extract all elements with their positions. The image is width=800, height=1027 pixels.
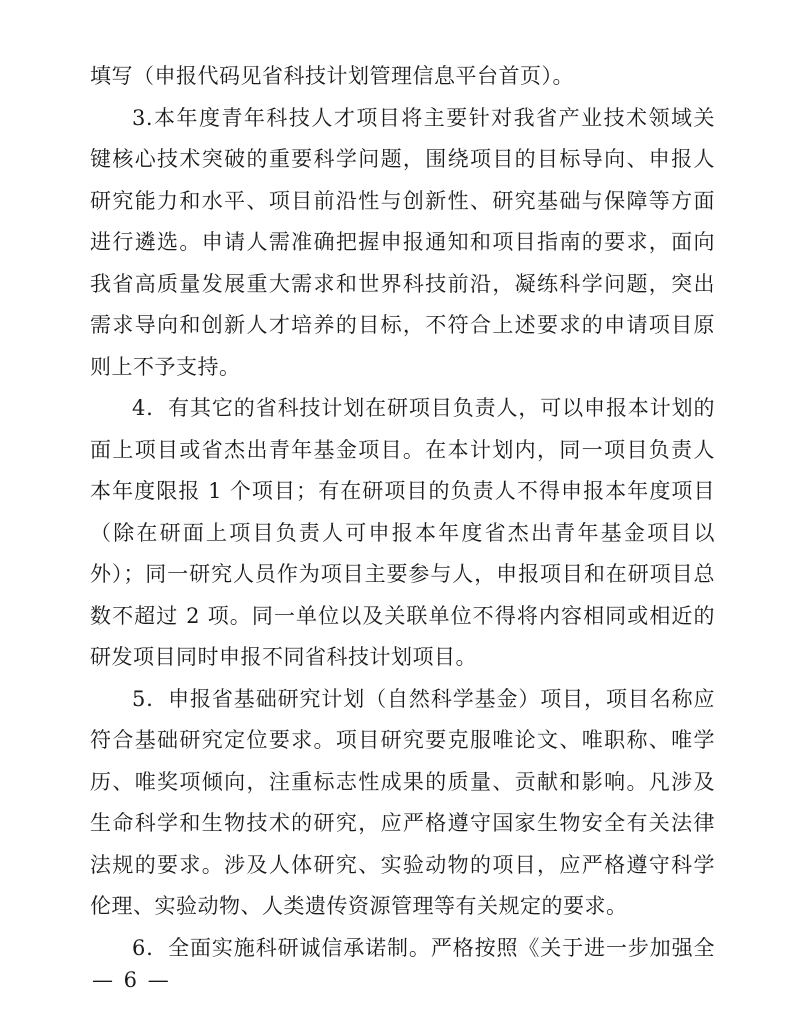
text-line: 生命科学和生物技术的研究，应严格遵守国家生物安全有关法律 — [90, 811, 715, 835]
text-line: 键核心技术突破的重要科学问题，围绕项目的目标导向、申报人 — [90, 147, 715, 171]
text-line: 伦理、实验动物、人类遗传资源管理等有关规定的要求。 — [90, 894, 628, 918]
body-text — [90, 56, 715, 969]
text-line: 数不超过 2 项。同一单位以及关联单位不得将内容相同或相近的 — [90, 603, 715, 628]
text-line: （除在研面上项目负责人可申报本年度省杰出青年基金项目以 — [90, 520, 715, 545]
text-line: 外）；同一研究人员作为项目主要参与人，申报项目和在研项目总 — [90, 562, 715, 586]
text-line: 本年度限报 1 个项目；有在研项目的负责人不得申报本年度项目 — [90, 479, 715, 503]
page-number: — 6 — — [92, 968, 171, 992]
text-line: 面上项目或省杰出青年基金项目。在本计划内，同一项目负责人 — [90, 437, 715, 462]
text-line: 6．全面实施科研诚信承诺制。严格按照《关于进一步加强全 — [132, 935, 715, 960]
text-line: 需求导向和创新人才培养的目标，不符合上述要求的申请项目原 — [90, 313, 715, 337]
text-line: 进行遴选。申请人需准确把握申报通知和项目指南的要求，面向 — [90, 230, 715, 254]
text-line: 研究能力和水平、项目前沿性与创新性、研究基础与保障等方面 — [90, 188, 715, 213]
paragraph-item-4 — [90, 388, 715, 679]
text-line: 5．申报省基础研究计划（自然科学基金）项目，项目名称应 — [132, 686, 715, 711]
paragraph-continuation — [90, 56, 715, 98]
text-line: 符合基础研究定位要求。项目研究要克服唯论文、唯职称、唯学 — [90, 728, 715, 752]
text-line: 则上不予支持。 — [90, 354, 241, 379]
text-line: 历、唯奖项倾向，注重标志性成果的质量、贡献和影响。凡涉及 — [90, 769, 715, 794]
text-line: 4．有其它的省科技计划在研项目负责人，可以申报本计划的 — [132, 396, 715, 420]
paragraph-item-5 — [90, 679, 715, 928]
paragraph-item-6 — [90, 928, 715, 970]
paragraph-item-3 — [90, 98, 715, 389]
text-line: 法规的要求。涉及人体研究、实验动物的项目，应严格遵守科学 — [90, 852, 715, 877]
text-line: 我省高质量发展重大需求和世界科技前沿，凝练科学问题，突出 — [90, 271, 715, 296]
text-line: 3.本年度青年科技人才项目将主要针对我省产业技术领域关 — [132, 105, 715, 130]
text-line: 研发项目同时申报不同省科技计划项目。 — [90, 645, 477, 669]
text-line: 填写（申报代码见省科技计划管理信息平台首页）。 — [90, 64, 574, 88]
